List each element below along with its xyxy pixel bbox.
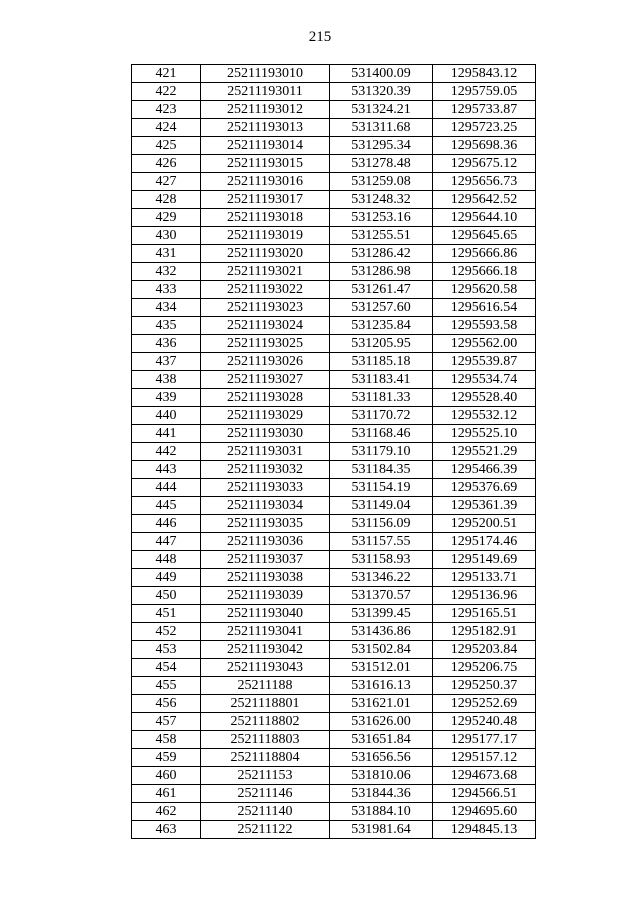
point-id-cell: 25211193033: [201, 479, 330, 497]
row-number-cell: 431: [132, 245, 201, 263]
row-number-cell: 455: [132, 677, 201, 695]
y-coordinate-cell: 1295376.69: [433, 479, 536, 497]
point-id-cell: 25211193010: [201, 65, 330, 83]
row-number-cell: 422: [132, 83, 201, 101]
y-coordinate-cell: 1294845.13: [433, 821, 536, 839]
row-number-cell: 457: [132, 713, 201, 731]
x-coordinate-cell: 531981.64: [330, 821, 433, 839]
x-coordinate-cell: 531844.36: [330, 785, 433, 803]
row-number-cell: 460: [132, 767, 201, 785]
table-row: [132, 731, 536, 749]
y-coordinate-cell: 1295203.84: [433, 641, 536, 659]
x-coordinate-cell: 531616.13: [330, 677, 433, 695]
x-coordinate-cell: 531400.09: [330, 65, 433, 83]
row-number-cell: 433: [132, 281, 201, 299]
table-row: [132, 317, 536, 335]
y-coordinate-cell: 1295759.05: [433, 83, 536, 101]
table-row: [132, 173, 536, 191]
point-id-cell: 25211193018: [201, 209, 330, 227]
point-id-cell: 25211193030: [201, 425, 330, 443]
table-row: [132, 191, 536, 209]
table-row: [132, 335, 536, 353]
x-coordinate-cell: 531181.33: [330, 389, 433, 407]
x-coordinate-cell: 531295.34: [330, 137, 433, 155]
table-row: [132, 677, 536, 695]
x-coordinate-cell: 531512.01: [330, 659, 433, 677]
table-row: [132, 425, 536, 443]
point-id-cell: 25211193021: [201, 263, 330, 281]
y-coordinate-cell: 1295666.18: [433, 263, 536, 281]
table-row: [132, 443, 536, 461]
point-id-cell: 2521118803: [201, 731, 330, 749]
table-row: [132, 533, 536, 551]
row-number-cell: 462: [132, 803, 201, 821]
row-number-cell: 454: [132, 659, 201, 677]
table-row: [132, 767, 536, 785]
x-coordinate-cell: 531185.18: [330, 353, 433, 371]
table-row: [132, 605, 536, 623]
point-id-cell: 25211193039: [201, 587, 330, 605]
x-coordinate-cell: 531261.47: [330, 281, 433, 299]
x-coordinate-cell: 531170.72: [330, 407, 433, 425]
y-coordinate-cell: 1294673.68: [433, 767, 536, 785]
y-coordinate-cell: 1295521.29: [433, 443, 536, 461]
point-id-cell: 25211193025: [201, 335, 330, 353]
x-coordinate-cell: 531183.41: [330, 371, 433, 389]
point-id-cell: 2521118801: [201, 695, 330, 713]
table-row: [132, 101, 536, 119]
y-coordinate-cell: 1295656.73: [433, 173, 536, 191]
y-coordinate-cell: 1295723.25: [433, 119, 536, 137]
y-coordinate-cell: 1295532.12: [433, 407, 536, 425]
x-coordinate-cell: 531370.57: [330, 587, 433, 605]
point-id-cell: 25211153: [201, 767, 330, 785]
point-id-cell: 25211188: [201, 677, 330, 695]
x-coordinate-cell: 531626.00: [330, 713, 433, 731]
y-coordinate-cell: 1295182.91: [433, 623, 536, 641]
row-number-cell: 446: [132, 515, 201, 533]
row-number-cell: 453: [132, 641, 201, 659]
row-number-cell: 440: [132, 407, 201, 425]
x-coordinate-cell: 531810.06: [330, 767, 433, 785]
y-coordinate-cell: 1295466.39: [433, 461, 536, 479]
x-coordinate-cell: 531278.48: [330, 155, 433, 173]
row-number-cell: 444: [132, 479, 201, 497]
x-coordinate-cell: 531253.16: [330, 209, 433, 227]
y-coordinate-cell: 1295644.10: [433, 209, 536, 227]
y-coordinate-cell: 1294695.60: [433, 803, 536, 821]
x-coordinate-cell: 531436.86: [330, 623, 433, 641]
row-number-cell: 450: [132, 587, 201, 605]
point-id-cell: 25211193034: [201, 497, 330, 515]
table-row: [132, 137, 536, 155]
y-coordinate-cell: 1295250.37: [433, 677, 536, 695]
row-number-cell: 421: [132, 65, 201, 83]
table-row: [132, 371, 536, 389]
y-coordinate-cell: 1295534.74: [433, 371, 536, 389]
row-number-cell: 427: [132, 173, 201, 191]
row-number-cell: 447: [132, 533, 201, 551]
point-id-cell: 2521118804: [201, 749, 330, 767]
y-coordinate-cell: 1295136.96: [433, 587, 536, 605]
x-coordinate-cell: 531154.19: [330, 479, 433, 497]
row-number-cell: 438: [132, 371, 201, 389]
table-row: [132, 623, 536, 641]
x-coordinate-cell: 531324.21: [330, 101, 433, 119]
table-row: [132, 209, 536, 227]
y-coordinate-cell: 1295200.51: [433, 515, 536, 533]
x-coordinate-cell: 531179.10: [330, 443, 433, 461]
x-coordinate-cell: 531157.55: [330, 533, 433, 551]
x-coordinate-cell: 531149.04: [330, 497, 433, 515]
y-coordinate-cell: 1295361.39: [433, 497, 536, 515]
point-id-cell: 25211193031: [201, 443, 330, 461]
y-coordinate-cell: 1295528.40: [433, 389, 536, 407]
table-row: [132, 695, 536, 713]
point-id-cell: 25211193016: [201, 173, 330, 191]
table-row: [132, 551, 536, 569]
table-row: [132, 407, 536, 425]
point-id-cell: 25211193027: [201, 371, 330, 389]
y-coordinate-cell: 1295157.12: [433, 749, 536, 767]
table-row: [132, 245, 536, 263]
row-number-cell: 430: [132, 227, 201, 245]
point-id-cell: 25211193041: [201, 623, 330, 641]
point-id-cell: 25211193015: [201, 155, 330, 173]
row-number-cell: 448: [132, 551, 201, 569]
point-id-cell: 25211193014: [201, 137, 330, 155]
point-id-cell: 25211193013: [201, 119, 330, 137]
y-coordinate-cell: 1295843.12: [433, 65, 536, 83]
point-id-cell: 25211193028: [201, 389, 330, 407]
x-coordinate-cell: 531257.60: [330, 299, 433, 317]
y-coordinate-cell: 1295206.75: [433, 659, 536, 677]
x-coordinate-cell: 531184.35: [330, 461, 433, 479]
table-row: [132, 389, 536, 407]
x-coordinate-cell: 531621.01: [330, 695, 433, 713]
x-coordinate-cell: 531168.46: [330, 425, 433, 443]
table-row: [132, 83, 536, 101]
y-coordinate-cell: 1295642.52: [433, 191, 536, 209]
point-id-cell: 25211193022: [201, 281, 330, 299]
y-coordinate-cell: 1295675.12: [433, 155, 536, 173]
x-coordinate-cell: 531884.10: [330, 803, 433, 821]
row-number-cell: 439: [132, 389, 201, 407]
row-number-cell: 426: [132, 155, 201, 173]
y-coordinate-cell: 1295698.36: [433, 137, 536, 155]
point-id-cell: 25211193019: [201, 227, 330, 245]
table-row: [132, 299, 536, 317]
table-row: [132, 803, 536, 821]
row-number-cell: 445: [132, 497, 201, 515]
point-id-cell: 25211122: [201, 821, 330, 839]
y-coordinate-cell: 1295133.71: [433, 569, 536, 587]
row-number-cell: 451: [132, 605, 201, 623]
row-number-cell: 434: [132, 299, 201, 317]
row-number-cell: 436: [132, 335, 201, 353]
row-number-cell: 452: [132, 623, 201, 641]
y-coordinate-cell: 1295620.58: [433, 281, 536, 299]
table-row: [132, 65, 536, 83]
row-number-cell: 441: [132, 425, 201, 443]
point-id-cell: 25211140: [201, 803, 330, 821]
table-row: [132, 749, 536, 767]
point-id-cell: 25211193017: [201, 191, 330, 209]
table-row: [132, 569, 536, 587]
x-coordinate-cell: 531255.51: [330, 227, 433, 245]
y-coordinate-cell: 1295174.46: [433, 533, 536, 551]
point-id-cell: 25211193026: [201, 353, 330, 371]
y-coordinate-cell: 1295539.87: [433, 353, 536, 371]
y-coordinate-cell: 1295149.69: [433, 551, 536, 569]
point-id-cell: 25211193024: [201, 317, 330, 335]
table-row: [132, 119, 536, 137]
row-number-cell: 463: [132, 821, 201, 839]
x-coordinate-cell: 531346.22: [330, 569, 433, 587]
point-id-cell: 2521118802: [201, 713, 330, 731]
y-coordinate-cell: 1295240.48: [433, 713, 536, 731]
y-coordinate-cell: 1295593.58: [433, 317, 536, 335]
row-number-cell: 456: [132, 695, 201, 713]
x-coordinate-cell: 531656.56: [330, 749, 433, 767]
x-coordinate-cell: 531248.32: [330, 191, 433, 209]
y-coordinate-cell: 1295165.51: [433, 605, 536, 623]
y-coordinate-cell: 1295177.17: [433, 731, 536, 749]
point-id-cell: 25211193042: [201, 641, 330, 659]
point-id-cell: 25211193037: [201, 551, 330, 569]
row-number-cell: 442: [132, 443, 201, 461]
x-coordinate-cell: 531286.42: [330, 245, 433, 263]
table-row: [132, 587, 536, 605]
table-row: [132, 353, 536, 371]
y-coordinate-cell: 1295645.65: [433, 227, 536, 245]
row-number-cell: 423: [132, 101, 201, 119]
row-number-cell: 424: [132, 119, 201, 137]
table-row: [132, 713, 536, 731]
x-coordinate-cell: 531311.68: [330, 119, 433, 137]
point-id-cell: 25211193043: [201, 659, 330, 677]
table-row: [132, 821, 536, 839]
row-number-cell: 435: [132, 317, 201, 335]
y-coordinate-cell: 1295666.86: [433, 245, 536, 263]
y-coordinate-cell: 1295562.00: [433, 335, 536, 353]
table-row: [132, 227, 536, 245]
x-coordinate-cell: 531651.84: [330, 731, 433, 749]
x-coordinate-cell: 531399.45: [330, 605, 433, 623]
row-number-cell: 432: [132, 263, 201, 281]
table-row: [132, 659, 536, 677]
point-id-cell: 25211193023: [201, 299, 330, 317]
x-coordinate-cell: 531205.95: [330, 335, 433, 353]
y-coordinate-cell: 1295616.54: [433, 299, 536, 317]
x-coordinate-cell: 531286.98: [330, 263, 433, 281]
page-number: 215: [308, 29, 332, 45]
row-number-cell: 449: [132, 569, 201, 587]
point-id-cell: 25211146: [201, 785, 330, 803]
point-id-cell: 25211193011: [201, 83, 330, 101]
coordinates-table: [131, 64, 536, 839]
point-id-cell: 25211193029: [201, 407, 330, 425]
x-coordinate-cell: 531502.84: [330, 641, 433, 659]
row-number-cell: 425: [132, 137, 201, 155]
x-coordinate-cell: 531158.93: [330, 551, 433, 569]
x-coordinate-cell: 531259.08: [330, 173, 433, 191]
table-row: [132, 515, 536, 533]
point-id-cell: 25211193032: [201, 461, 330, 479]
table-row: [132, 263, 536, 281]
row-number-cell: 461: [132, 785, 201, 803]
table-row: [132, 479, 536, 497]
row-number-cell: 428: [132, 191, 201, 209]
x-coordinate-cell: 531156.09: [330, 515, 433, 533]
y-coordinate-cell: 1295525.10: [433, 425, 536, 443]
table-row: [132, 281, 536, 299]
point-id-cell: 25211193035: [201, 515, 330, 533]
row-number-cell: 443: [132, 461, 201, 479]
y-coordinate-cell: 1295733.87: [433, 101, 536, 119]
table-row: [132, 497, 536, 515]
x-coordinate-cell: 531320.39: [330, 83, 433, 101]
y-coordinate-cell: 1294566.51: [433, 785, 536, 803]
coordinates-table-body: [132, 65, 536, 839]
point-id-cell: 25211193036: [201, 533, 330, 551]
point-id-cell: 25211193040: [201, 605, 330, 623]
x-coordinate-cell: 531235.84: [330, 317, 433, 335]
point-id-cell: 25211193012: [201, 101, 330, 119]
table-row: [132, 641, 536, 659]
point-id-cell: 25211193020: [201, 245, 330, 263]
table-row: [132, 461, 536, 479]
point-id-cell: 25211193038: [201, 569, 330, 587]
y-coordinate-cell: 1295252.69: [433, 695, 536, 713]
row-number-cell: 429: [132, 209, 201, 227]
row-number-cell: 437: [132, 353, 201, 371]
table-row: [132, 785, 536, 803]
row-number-cell: 459: [132, 749, 201, 767]
row-number-cell: 458: [132, 731, 201, 749]
table-row: [132, 155, 536, 173]
